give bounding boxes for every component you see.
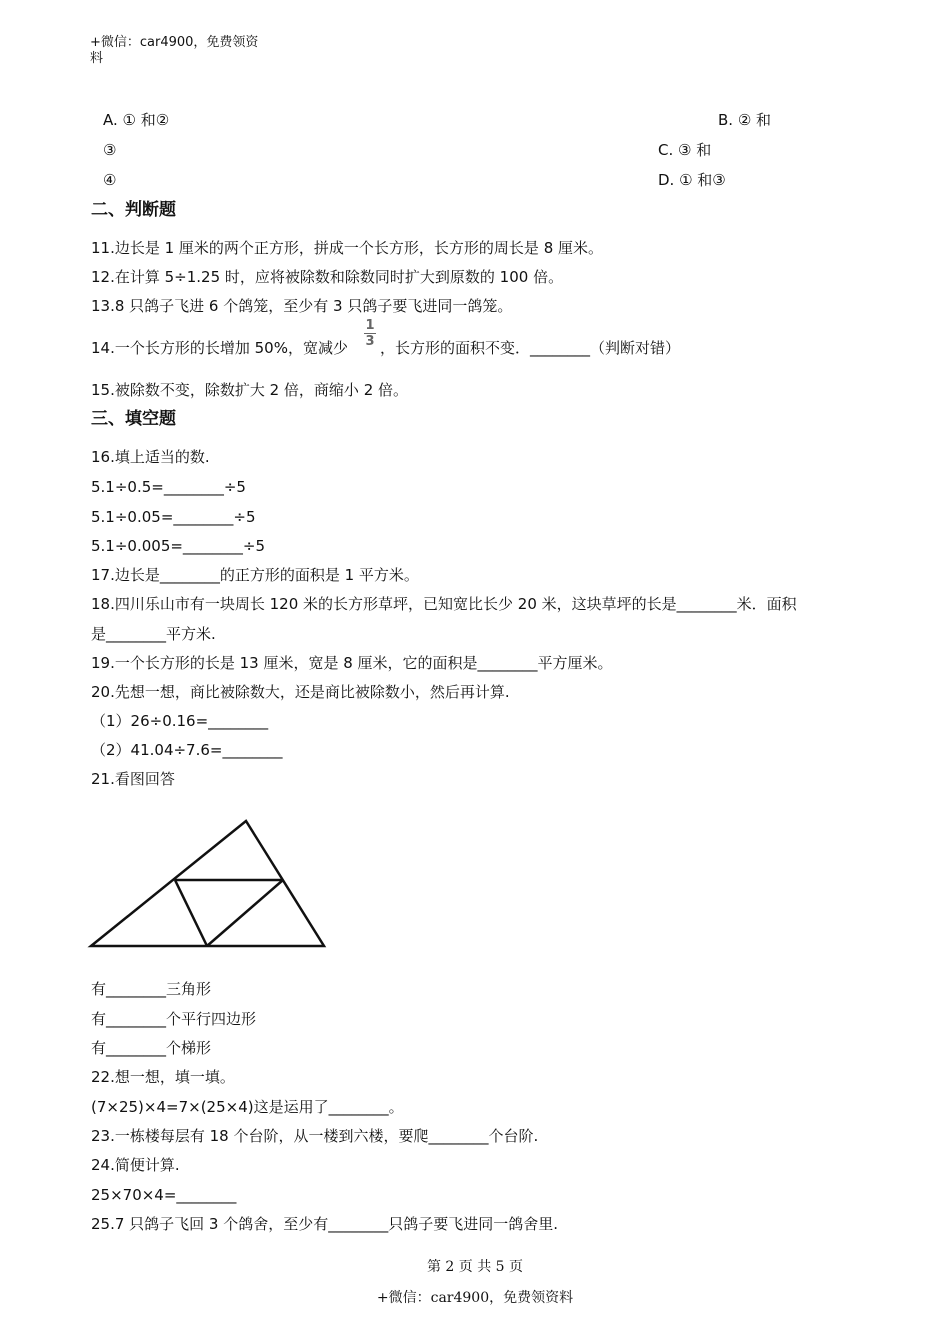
- question-23: 23.一栋楼每层有 18 个台阶，从一楼到六楼，要爬________个台阶.: [91, 1127, 539, 1145]
- option-d: D. ① 和③: [658, 171, 726, 189]
- fraction-one-third: [363, 318, 377, 349]
- inner-right-side: [207, 880, 283, 946]
- question-19: 19.一个长方形的长是 13 厘米，宽是 8 厘米，它的面积是________平方厘米。: [91, 654, 613, 672]
- question-14-part1: 14.一个长方形的长增加 50%，宽减少: [91, 339, 348, 357]
- header-watermark-line1: +微信：car4900，免费领资: [90, 35, 259, 50]
- option-c-continued: ④: [103, 171, 117, 189]
- question-14-part2: ，长方形的面积不变．________（判断对错）: [380, 339, 681, 357]
- inner-left-side: [175, 880, 207, 946]
- header-watermark-line2: 料: [90, 51, 104, 66]
- question-16-line1: 5.1÷0.5=________÷5: [91, 478, 246, 496]
- question-21-trapezoids: 有________个梯形: [91, 1039, 212, 1057]
- section-title-judgement: 二、判断题: [91, 200, 176, 220]
- question-16: 16.填上适当的数.: [91, 448, 210, 466]
- question-16-line2: 5.1÷0.05=________÷5: [91, 508, 256, 526]
- question-24-line1: 25×70×4=________: [91, 1186, 237, 1204]
- option-c: C. ③ 和: [658, 141, 712, 159]
- question-22-line1: (7×25)×4=7×(25×4)这是运用了________。: [91, 1098, 404, 1116]
- question-20-item2: （2）41.04÷7.6=________: [91, 741, 283, 759]
- question-17: 17.边长是________的正方形的面积是 1 平方米。: [91, 566, 419, 584]
- question-11: 11.边长是 1 厘米的两个正方形，拼成一个长方形，长方形的周长是 8 厘米。: [91, 239, 604, 257]
- question-25: 25.7 只鸽子飞回 3 个鸽舍，至少有________只鸽子要飞进同一鸽舍里.: [91, 1215, 559, 1233]
- question-18-line2: 是________平方米.: [91, 625, 216, 643]
- question-21: 21.看图回答: [91, 770, 175, 788]
- question-12: 12.在计算 5÷1.25 时，应将被除数和除数同时扩大到原数的 100 倍。: [91, 268, 564, 286]
- footer-watermark: +微信：car4900，免费领资料: [376, 1290, 574, 1306]
- option-b: B. ② 和: [718, 111, 772, 129]
- question-13: 13.8 只鸽子飞进 6 个鸽笼，至少有 3 只鸽子要飞进同一鸽笼。: [91, 297, 513, 315]
- question-20-item1: （1）26÷0.16=________: [91, 712, 269, 730]
- page-number: 第 2 页 共 5 页: [426, 1259, 524, 1275]
- option-b-continued: ③: [103, 141, 117, 159]
- section-title-fill-blank: 三、填空题: [91, 409, 176, 429]
- fraction-denominator: 3: [365, 334, 375, 349]
- question-24: 24.简便计算.: [91, 1156, 180, 1174]
- fraction-numerator: 1: [365, 318, 375, 333]
- option-a: A. ① 和②: [103, 111, 170, 129]
- question-21-triangles: 有________三角形: [91, 980, 212, 998]
- question-20: 20.先想一想，商比被除数大，还是商比被除数小，然后再计算.: [91, 683, 510, 701]
- question-16-line3: 5.1÷0.005=________÷5: [91, 537, 266, 555]
- question-18-line1: 18.四川乐山市有一块周长 120 米的长方形草坪，已知宽比长少 20 米，这块草坪的长是________米．面积: [91, 595, 797, 613]
- question-21-parallelograms: 有________个平行四边形: [91, 1010, 257, 1028]
- question-22: 22.想一想，填一填。: [91, 1068, 235, 1086]
- question-15: 15.被除数不变，除数扩大 2 倍，商缩小 2 倍。: [91, 381, 409, 399]
- triangle-figure: [86, 815, 332, 953]
- outer-triangle: [91, 821, 324, 946]
